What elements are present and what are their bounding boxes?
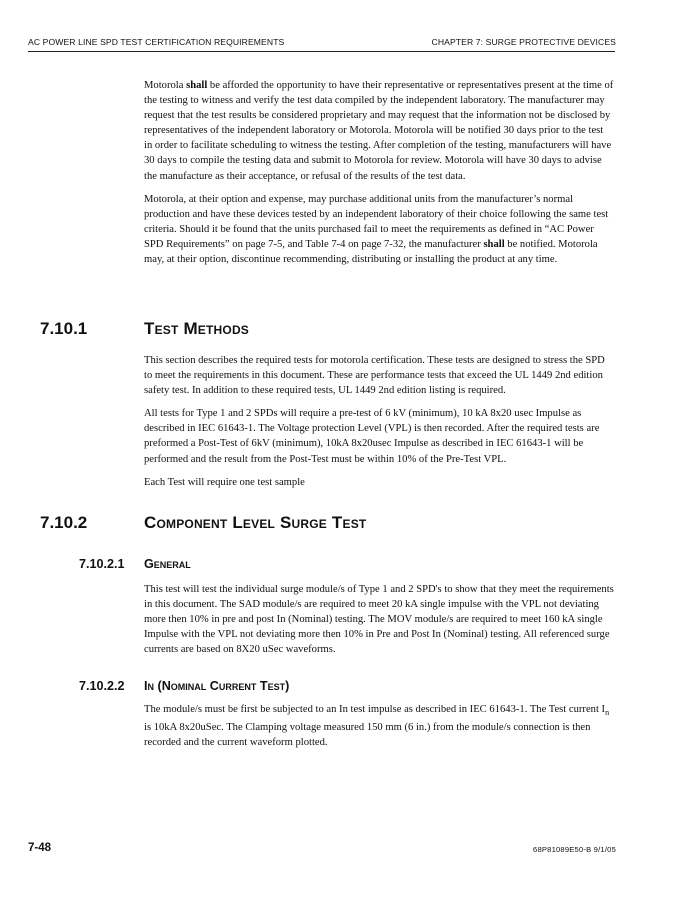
subsection-number: 7.10.2.1 bbox=[79, 557, 125, 571]
text-run: is 10kA 8x20uSec. The Clamping voltage measured 150 mm (6 in.) from the module/s connection is then recorded and the current waveform plotted. bbox=[144, 722, 591, 749]
general-paragraph: This test will test the individual surge module/s of Type 1 and 2 SPD's to show that they meet the requirements in this document. The SAD module/s are required to meet 20 kA single impulse with the VPL not deviating more then 10% in pre and post In (Nominal) testing. The MOV module/s are required to meet 160 kA single Impulse with the VPL not deviating more then 10% in Pre and Post In (Nominal) testing. All referenced surge currents are based on 8X20 uSec waveforms. bbox=[144, 584, 614, 656]
section-number: 7.10.1 bbox=[40, 319, 88, 338]
test-methods-paragraph-1: This section describes the required tests for motorola certification. These tests are designed to stress the SPD to meet the requirements in this document. These are performance tests that exceed the UL 1449 2nd edition safety test. In addition to these required tests, UL 1449 2nd edition listing is required. bbox=[144, 355, 605, 397]
section-title: Component Level Surge Test bbox=[144, 513, 367, 532]
text-run: be notified. Motorola may, at their option, discontinue recommending, distributing or installing the product at any time. bbox=[144, 238, 598, 266]
test-methods-paragraph-2: All tests for Type 1 and 2 SPDs will require a pre-test of 6 kV (minimum), 10 kA 8x20 usec Impulse as described in IEC 61643-1. The Voltage protection Level (VPL) is then recorded. After the required tests are preformed a Post-Test of 6kV (minimum), 10kA 8x20usec Impulse as described in IEC 61643-1 will be performed and the result from the Post-Test must be within 10% of the Pre-Test VPL. bbox=[144, 408, 600, 465]
text-run: Motorola bbox=[144, 80, 187, 91]
intro-paragraph-2 bbox=[144, 192, 614, 267]
bold-keyword: shall bbox=[483, 238, 505, 250]
document-id: 68P81089E50-B 9/1/05 bbox=[533, 845, 616, 854]
intro-text bbox=[144, 78, 614, 267]
nominal-current-text bbox=[144, 702, 614, 750]
test-methods-text bbox=[144, 353, 614, 490]
general-text bbox=[144, 582, 614, 657]
subsection-title: In (Nominal Current Test) bbox=[144, 679, 290, 693]
text-run: be afforded the opportunity to have their representative or representatives present at the time of the testing to witness and verify the test data compiled by the independent laboratory. The manufacturer may request that the test results be considered proprietary and may request that the information not be disclosed by representatives of the independent laboratory or Motorola. Motorola will be notified 30 days prior to the test in order to facilitate scheduling to witness the testing. After completion of the testing, manufacturers will have 30 days to compile the testing data and submit to Motorola for review. Motorola will have 30 days to advise the manufacture as their acceptance, or refusal of the results of the test data. bbox=[144, 80, 614, 182]
intro-paragraph-1 bbox=[144, 78, 614, 184]
nominal-current-paragraph bbox=[144, 702, 614, 750]
text-run: Motorola, at their option and expense, may purchase additional units from the manufacturer’s normal production and have these devices tested by an independent laboratory of their choice following the same test criteria. Should it be found that the units purchased fail to meet the requirements as defined in “AC Power SPD Requirements” on page 7-5, and Table 7-4 on page 7-32, the manufacturer bbox=[144, 193, 609, 250]
subsection-title: General bbox=[144, 557, 191, 571]
bold-keyword: shall bbox=[186, 80, 208, 91]
text-run: The module/s must be first be subjected to an In test impulse as described in IEC 61643-1. The Test current I bbox=[144, 704, 606, 715]
section-number: 7.10.2 bbox=[40, 513, 88, 532]
subscript: n bbox=[605, 708, 610, 718]
running-header-left: AC POWER LINE SPD TEST CERTIFICATION REQUIREMENTS bbox=[28, 37, 285, 47]
page-number: 7-48 bbox=[28, 842, 52, 854]
test-methods-paragraph-3: Each Test will require one test sample bbox=[144, 476, 305, 488]
header-rule bbox=[28, 51, 615, 52]
running-header-right: CHAPTER 7: SURGE PROTECTIVE DEVICES bbox=[431, 37, 616, 47]
subsection-number: 7.10.2.2 bbox=[79, 679, 125, 693]
section-title: Test Methods bbox=[144, 319, 250, 338]
